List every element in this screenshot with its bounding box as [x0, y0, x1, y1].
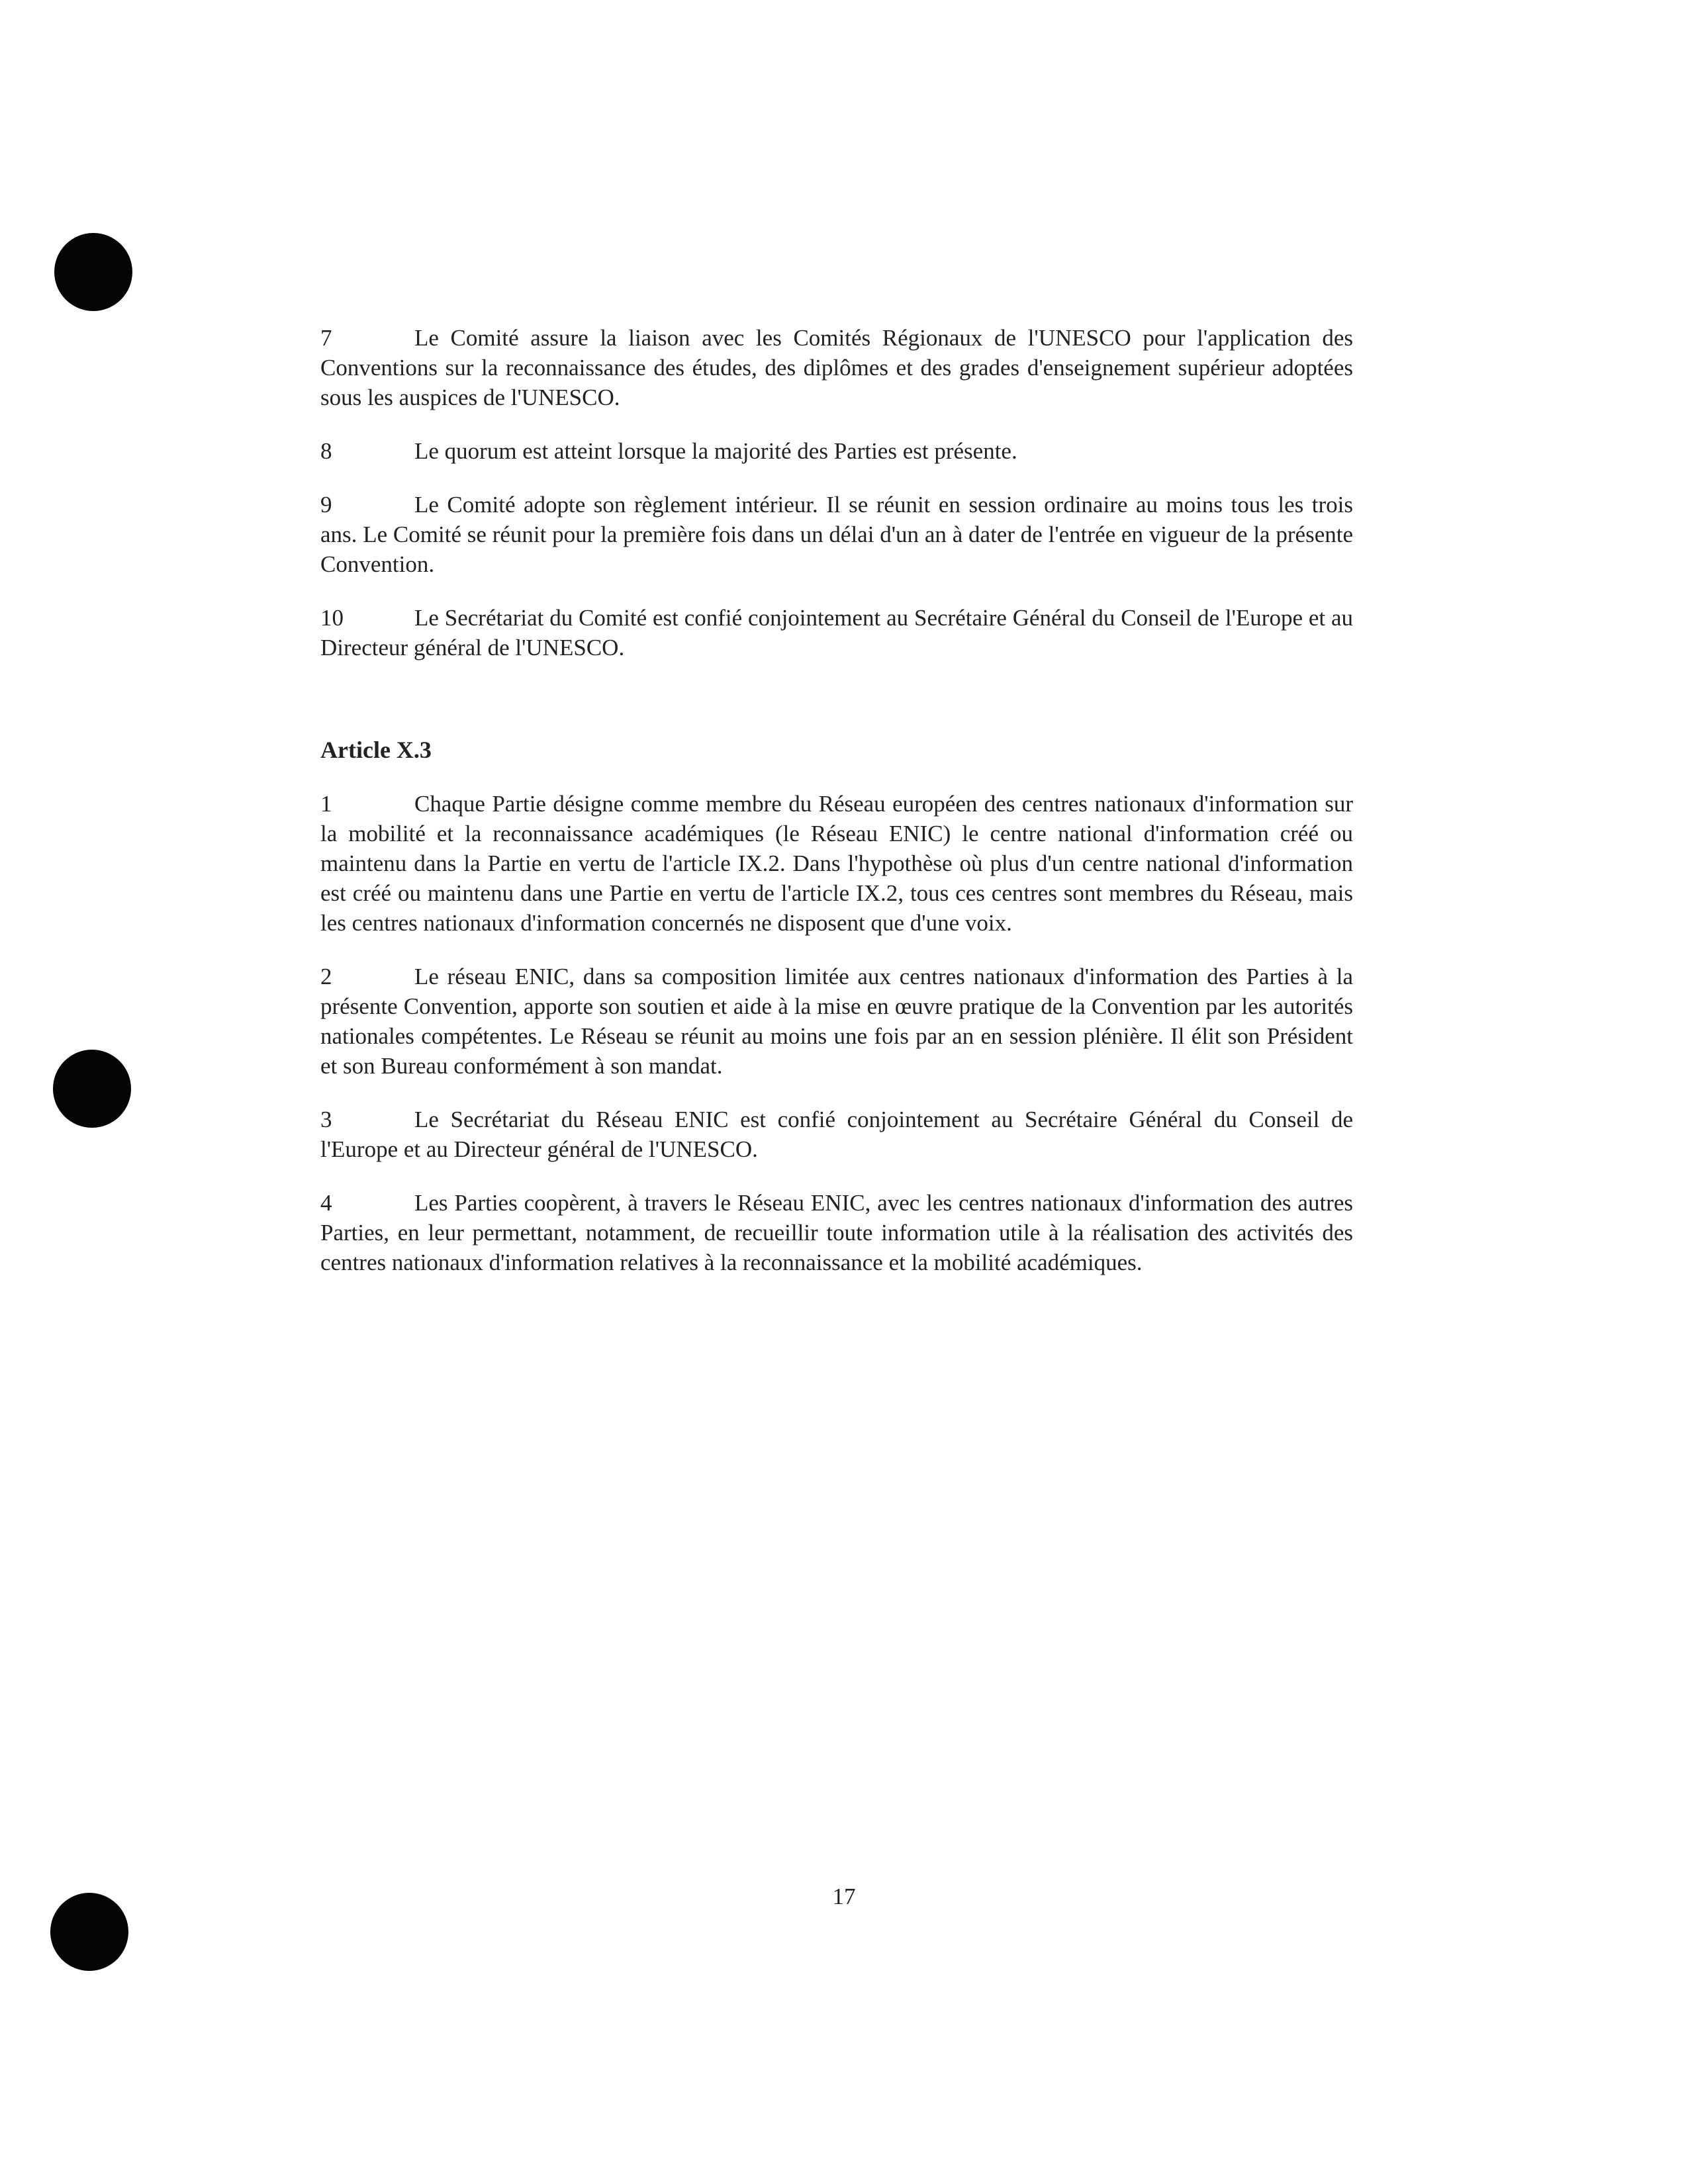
paragraph-text: Chaque Partie désigne comme membre du Réseau européen des centres nationaux d'information sur la mobilité et la reconnaissance académiques (le Réseau ENIC) le centre national d'information créé ou maintenu dans la Partie en vertu de l'article IX.2. Dans l'hypothèse où plus d'un centre national d'information est créé ou maintenu dans une Partie en vertu de l'article IX.2, tous ces centres sont membres du Réseau, mais les centres nationaux d'information concernés ne disposent que d'une voix.	[320, 791, 1353, 936]
punch-hole	[54, 233, 132, 311]
paragraph-number: 9	[320, 492, 332, 518]
paragraph-number: 2	[320, 964, 332, 989]
paragraph-number: 10	[320, 605, 344, 631]
paragraph-number: 4	[320, 1190, 332, 1216]
paragraph-number: 7	[320, 325, 332, 351]
paragraph-number: 3	[320, 1107, 332, 1132]
paragraph-text: Le Secrétariat du Réseau ENIC est confié conjointement au Secrétaire Général du Conseil de l'Europe et au Directeur général de l'UNESCO.	[320, 1107, 1353, 1162]
article-paragraph-4	[320, 1188, 1353, 1277]
paragraph-text: Le réseau ENIC, dans sa composition limitée aux centres nationaux d'information des Parties à la présente Convention, apporte son soutien et aide à la mise en œuvre pratique de la Convention par les autorités nationales compétentes. Le Réseau se réunit au moins une fois par an en session plénière. Il élit son Président et son Bureau conformément à son mandat.	[320, 964, 1353, 1079]
paragraph-number: 8	[320, 438, 332, 464]
paragraph-text: Le Comité adopte son règlement intérieur. Il se réunit en session ordinaire au moins tous les trois ans. Le Comité se réunit pour la première fois dans un délai d'un an à dater de l'entrée en vigueur de la présente Convention.	[320, 492, 1353, 577]
paragraph-9	[320, 490, 1353, 579]
article-heading: Article X.3	[320, 737, 432, 763]
paragraph-8	[320, 436, 1353, 466]
article-paragraph-2	[320, 962, 1353, 1081]
paragraph-number: 1	[320, 791, 332, 817]
article-paragraph-3	[320, 1105, 1353, 1164]
page-number: 17	[832, 1884, 856, 1909]
paragraph-text: Les Parties coopèrent, à travers le Réseau ENIC, avec les centres nationaux d'information des autres Parties, en leur permettant, notamment, de recueillir toute information utile à la réalisation des activités des centres nationaux d'information relatives à la reconnaissance et la mobilité académiques.	[320, 1190, 1353, 1275]
paragraph-10	[320, 603, 1353, 662]
document-body	[320, 323, 1353, 1301]
paragraph-text: Le Comité assure la liaison avec les Comités Régionaux de l'UNESCO pour l'application des Conventions sur la reconnaissance des études, des diplômes et des grades d'enseignement supérieur adoptées sous les auspices de l'UNESCO.	[320, 325, 1353, 410]
paragraph-text: Le Secrétariat du Comité est confié conjointement au Secrétaire Général du Conseil de l'Europe et au Directeur général de l'UNESCO.	[320, 605, 1353, 660]
paragraph-text: Le quorum est atteint lorsque la majorité des Parties est présente.	[414, 438, 1017, 464]
article-paragraph-1	[320, 789, 1353, 938]
punch-hole	[53, 1050, 131, 1128]
paragraph-7	[320, 323, 1353, 412]
